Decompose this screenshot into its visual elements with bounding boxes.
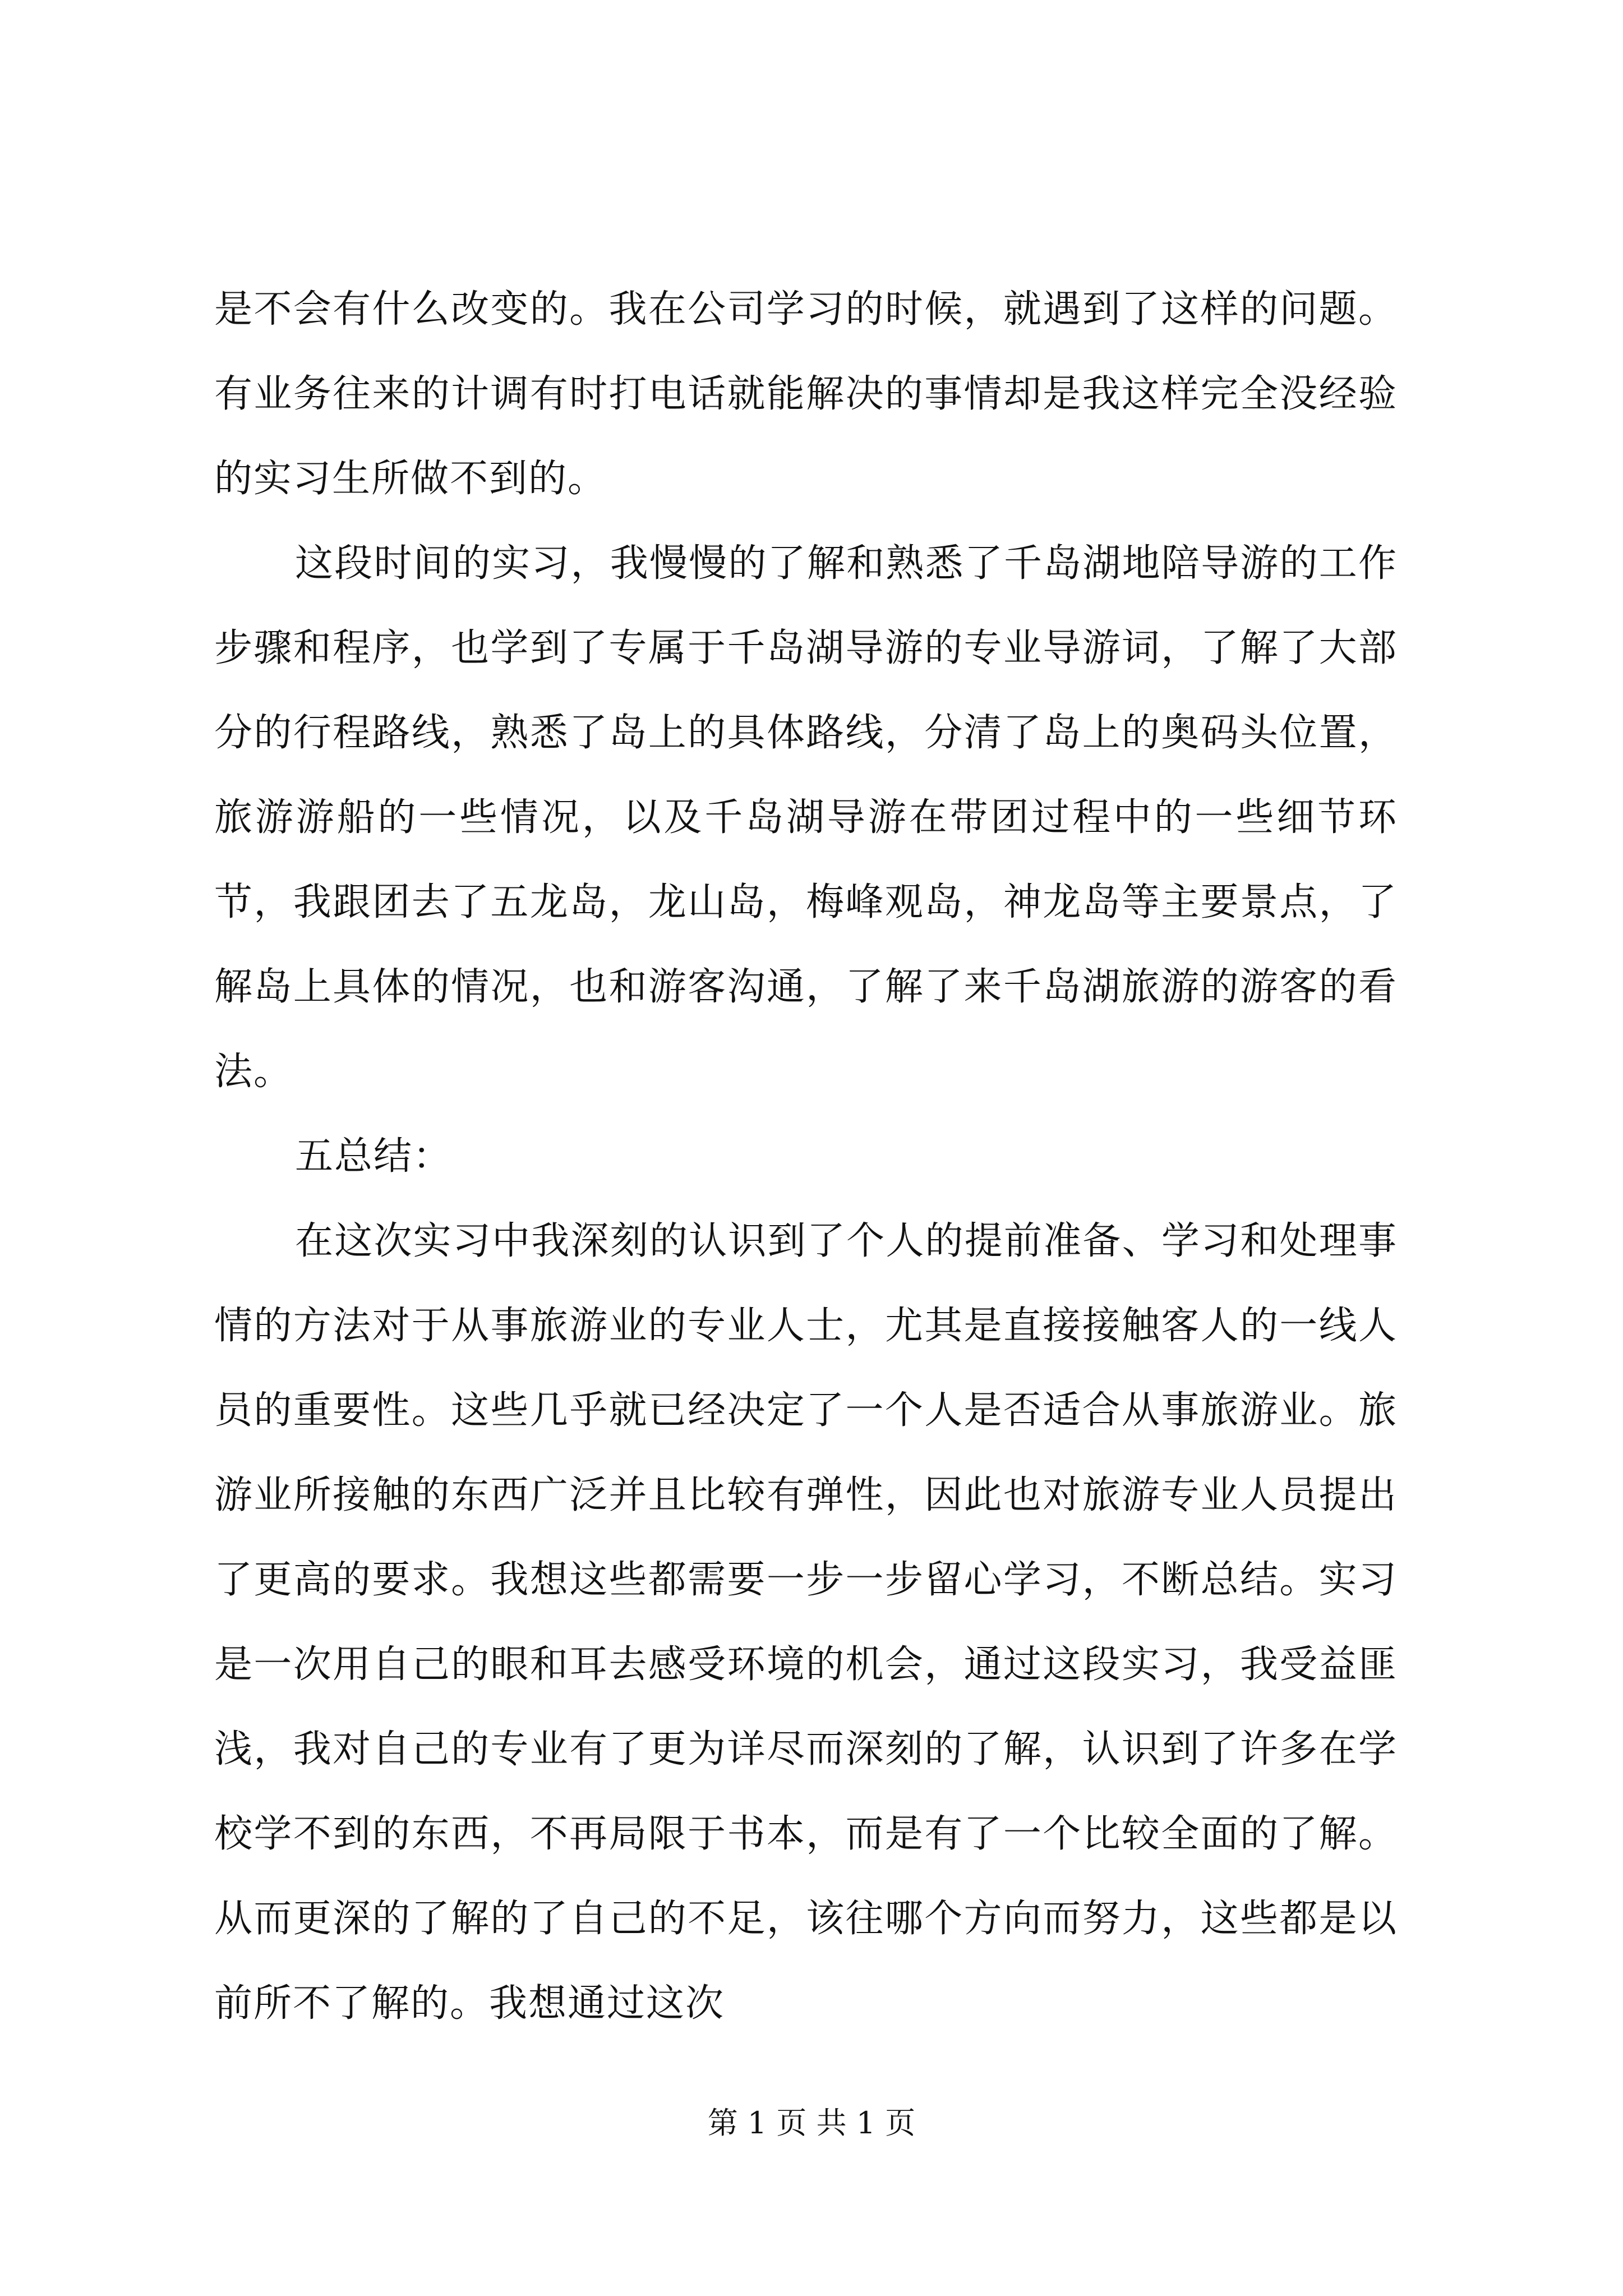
section-heading: 五总结：	[295, 1134, 453, 1179]
paragraph: 在这次实习中我深刻的认识到了个人的提前准备、学习和处理事情的方法对于从事旅游业的专业人士，尤其是直接接触客人的一线人员的重要性。这些几乎就已经决定了一个人是否适合从事旅游业。旅游业所接触的东西广泛并且比较有弹性，因此也对旅游专业人员提出了更高的要求。我想这些都需要一步一步留心学习，不断总结。实习是一次用自己的眼和耳去感受环境的机会，通过这段实习，我受益匪浅，我对自己的专业有了更为详尽而深刻的了解，认识到了许多在学校学不到的东西，不再局限于书本，而是有了一个比较全面的了解。从而更深的了解的了自己的不足，该往哪个方向而努力，这些都是以前所不了解的。我想通过这次	[214, 1219, 1398, 2026]
document-body	[214, 267, 1398, 2046]
paragraph: 这段时间的实习，我慢慢的了解和熟悉了千岛湖地陪导游的工作步骤和程序，也学到了专属于千岛湖导游的专业导游词，了解了大部分的行程路线，熟悉了岛上的具体路线，分清了岛上的奥码头位置，旅游游船的一些情况，以及千岛湖导游在带团过程中的一些细节环节，我跟团去了五龙岛，龙山岛，梅峰观岛，神龙岛等主要景点，了解岛上具体的情况，也和游客沟通，了解了来千岛湖旅游的游客的看法。	[214, 541, 1398, 1094]
paragraph: 是不会有什么改变的。我在公司学习的时候，就遇到了这样的问题。有业务往来的计调有时打电话就能解决的事情却是我这样完全没经验的实习生所做不到的。	[214, 287, 1398, 501]
page-footer: 第 1 页 共 1 页	[707, 2105, 916, 2141]
